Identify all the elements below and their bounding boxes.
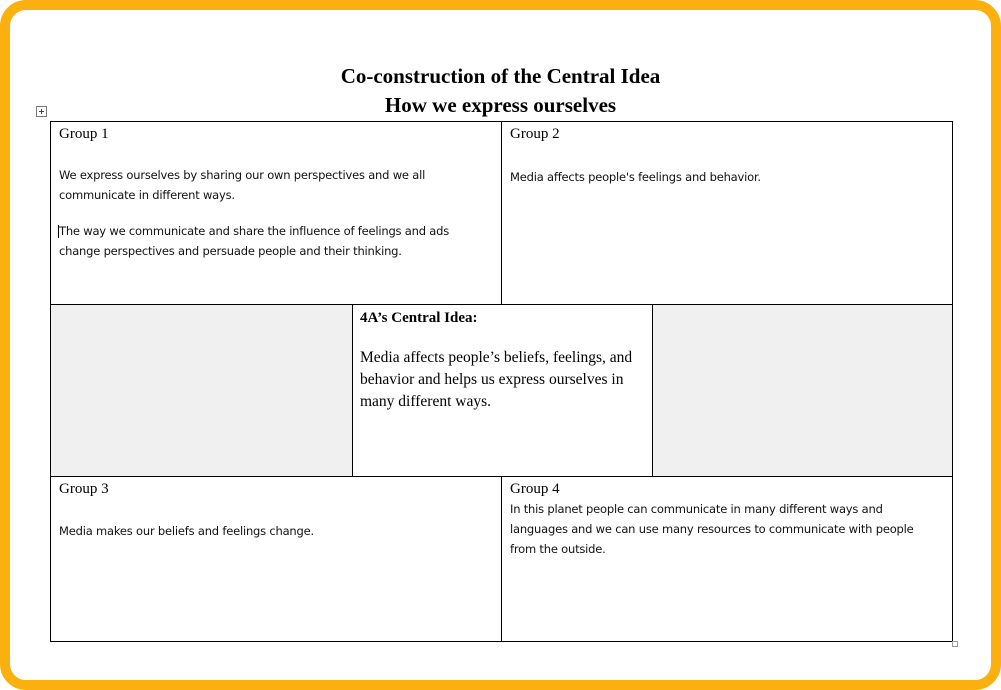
group2-cell[interactable] xyxy=(501,121,953,305)
group1-cell[interactable] xyxy=(50,121,502,305)
group4-paragraph-1: In this planet people can communicate in many different ways and languages and we can use many resources to communicate with people from the outside. xyxy=(510,502,914,556)
group4-title: Group 4 xyxy=(510,481,560,497)
group3-paragraph-1: Media makes our beliefs and feelings change. xyxy=(59,524,314,538)
group4-cell[interactable] xyxy=(501,476,953,642)
central-idea-text: Media affects people’s beliefs, feelings, and behavior and helps us express ourselves in many different ways. xyxy=(360,349,633,410)
table-resize-icon[interactable] xyxy=(952,641,958,647)
group2-title: Group 2 xyxy=(510,126,560,142)
group2-paragraph-1: Media affects people's feelings and behavior. xyxy=(510,170,761,184)
document-title: Co-construction of the Central Idea xyxy=(340,64,661,88)
group3-title: Group 3 xyxy=(59,481,109,497)
table-move-icon[interactable] xyxy=(36,106,47,117)
group3-cell[interactable] xyxy=(50,476,502,642)
group1-paragraph-2-wrap xyxy=(58,221,468,261)
document-subtitle: How we express ourselves xyxy=(384,93,617,117)
middle-right-shaded-cell xyxy=(652,304,953,477)
central-idea-cell[interactable] xyxy=(352,304,653,477)
group1-paragraph-2: The way we communicate and share the influence of feelings and ads change perspectives and persuade people and their thinking. xyxy=(59,224,450,258)
central-idea-title: 4A’s Central Idea: xyxy=(360,310,478,326)
middle-left-shaded-cell xyxy=(50,304,353,477)
group1-title: Group 1 xyxy=(59,126,109,142)
group1-paragraph-1: We express ourselves by sharing our own perspectives and we all communicate in different ways. xyxy=(59,168,426,202)
